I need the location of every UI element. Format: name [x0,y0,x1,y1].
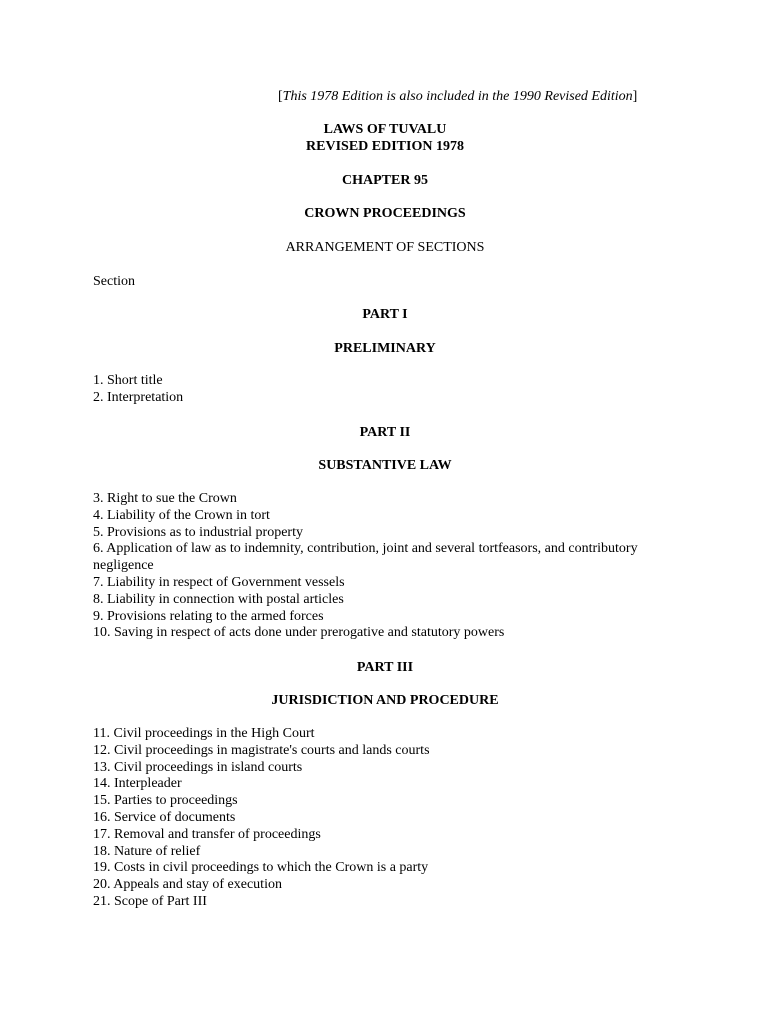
section-item: 15. Parties to proceedings [93,793,238,809]
part-2-section-list [93,491,653,642]
part-2-title: PART II [359,425,411,440]
edition-note [278,88,637,105]
section-item: 5. Provisions as to industrial property [93,524,303,540]
section-item: 21. Scope of Part III [93,893,207,909]
part-3-section-list [93,726,653,911]
part-1-heading: PRELIMINARY [334,341,436,356]
section-item: 14. Interpleader [93,776,182,792]
edition-note-open-bracket: [ [278,89,283,104]
chapter-title: CHAPTER 95 [342,173,428,188]
section-item: 11. Civil proceedings in the High Court [93,726,315,741]
act-title: CROWN PROCEEDINGS [304,206,466,221]
section-item: 13. Civil proceedings in island courts [93,759,303,775]
section-item: 20. Appeals and stay of execution [93,877,282,893]
section-item: 7. Liability in respect of Government vessels [93,574,345,590]
part-2-heading: SUBSTANTIVE LAW [318,458,452,473]
section-item: 19. Costs in civil proceedings to which the Crown is a party [93,860,429,876]
edition-note-close-bracket: ] [632,89,638,104]
part-3-title: PART III [356,660,414,675]
section-item: 12. Civil proceedings in magistrate's courts and lands courts [93,742,430,758]
section-item: 3. Right to sue the Crown [93,491,237,506]
edition-title: REVISED EDITION 1978 [306,139,464,154]
section-item: 18. Nature of relief [93,843,201,859]
section-item: 8. Liability in connection with postal articles [93,591,344,607]
section-item: 2. Interpretation [93,389,184,405]
part-1-title: PART I [362,307,408,322]
part-1-section-list [93,373,653,407]
part-3-heading: JURISDICTION AND PROCEDURE [271,693,499,708]
section-item: 17. Removal and transfer of proceedings [93,826,321,842]
section-item: 10. Saving in respect of acts done under prerogative and statutory powers [93,625,505,641]
section-item: 6. Application of law as to indemnity, contribution, joint and several tortfeasors, and contributory negligence [93,541,638,574]
section-item: 16. Service of documents [93,809,236,825]
arrangement-title: ARRANGEMENT OF SECTIONS [285,240,485,255]
laws-title: LAWS OF TUVALU [323,122,447,137]
section-item: 9. Provisions relating to the armed forces [93,608,324,624]
section-label: Section [93,274,135,289]
edition-note-text: This 1978 Edition is also included in the 1990 Revised Edition [282,89,633,104]
section-item: 4. Liability of the Crown in tort [93,507,270,523]
section-item: 1. Short title [93,373,163,388]
